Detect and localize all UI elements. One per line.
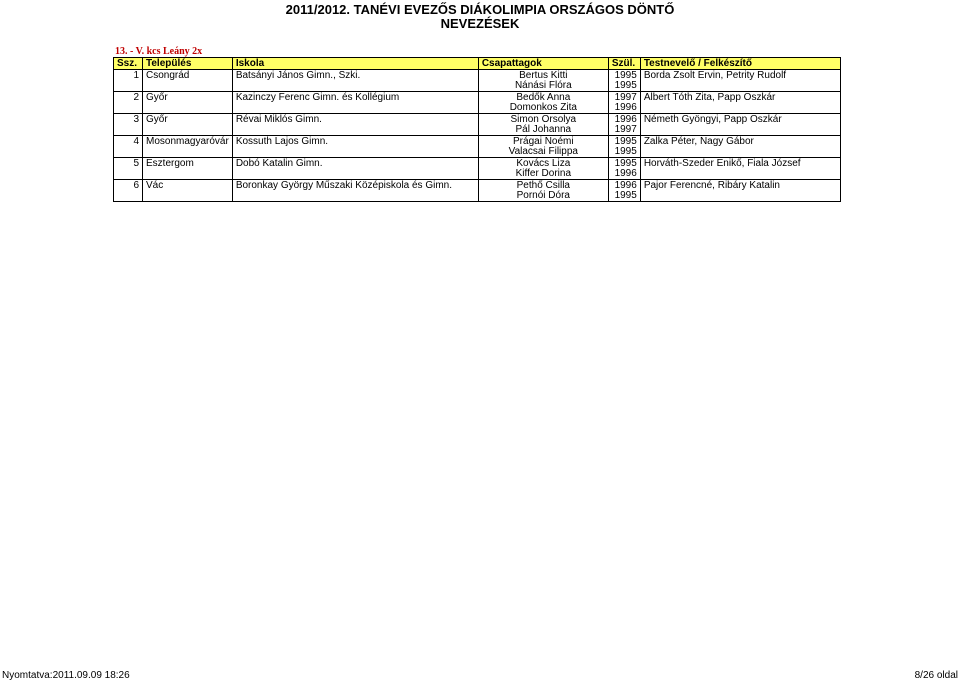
entry-school: Kossuth Lajos Gimn. xyxy=(232,136,478,148)
entry-member-birth-year: 1996 xyxy=(608,103,640,114)
table-header-row xyxy=(114,58,841,70)
entry-school: Révai Miklós Gimn. xyxy=(232,114,478,126)
entry-member-birth-year: 1995 xyxy=(608,158,640,170)
table-row xyxy=(114,180,841,192)
entry-city xyxy=(143,147,233,158)
entry-member-name: Domonkos Zita xyxy=(478,103,608,114)
entry-number: 1 xyxy=(114,70,143,82)
entry-city: Győr xyxy=(143,114,233,126)
entry-school: Dobó Katalin Gimn. xyxy=(232,158,478,170)
entry-coach: Zalka Péter, Nagy Gábor xyxy=(640,136,840,148)
entry-member-name: Kovács Liza xyxy=(478,158,608,170)
column-header-no: Ssz. xyxy=(114,58,143,70)
table-row xyxy=(114,114,841,126)
entries-table xyxy=(113,57,841,202)
table-row xyxy=(114,125,841,136)
entry-member-name: Nánási Flóra xyxy=(478,81,608,92)
entry-member-name: Kiffer Dorina xyxy=(478,169,608,180)
entry-coach xyxy=(640,191,840,202)
entry-member-name: Prágai Noémi xyxy=(478,136,608,148)
column-header-birth-year: Szül. xyxy=(608,58,640,70)
entry-member-birth-year: 1997 xyxy=(608,125,640,136)
entry-city: Csongrád xyxy=(143,70,233,82)
entry-member-birth-year: 1995 xyxy=(608,147,640,158)
race-label: 13. - V. kcs Leány 2x xyxy=(115,46,203,57)
entry-member-birth-year: 1996 xyxy=(608,180,640,192)
column-header-city: Település xyxy=(143,58,233,70)
entry-city: Mosonmagyaróvár xyxy=(143,136,233,148)
entry-number xyxy=(114,169,143,180)
table-row xyxy=(114,147,841,158)
entry-city xyxy=(143,103,233,114)
entry-member-name: Pornói Dóra xyxy=(478,191,608,202)
column-header-coach: Testnevelő / Felkészítő xyxy=(640,58,840,70)
entry-member-birth-year: 1995 xyxy=(608,81,640,92)
entry-member-name: Pál Johanna xyxy=(478,125,608,136)
column-header-school: Iskola xyxy=(232,58,478,70)
entry-member-name: Valacsai Filippa xyxy=(478,147,608,158)
entry-member-name: Simon Orsolya xyxy=(478,114,608,126)
entry-city: Győr xyxy=(143,92,233,104)
table-row xyxy=(114,136,841,148)
table-row xyxy=(114,191,841,202)
entry-member-birth-year: 1995 xyxy=(608,136,640,148)
entry-coach: Horváth-Szeder Enikő, Fiala József xyxy=(640,158,840,170)
entry-number: 5 xyxy=(114,158,143,170)
entry-member-birth-year: 1996 xyxy=(608,114,640,126)
entry-coach xyxy=(640,125,840,136)
page-number: 8/26 oldal xyxy=(914,670,958,681)
table-row xyxy=(114,158,841,170)
entry-member-birth-year: 1997 xyxy=(608,92,640,104)
entry-coach xyxy=(640,103,840,114)
entry-city xyxy=(143,81,233,92)
entry-school xyxy=(232,147,478,158)
entry-school: Boronkay György Műszaki Középiskola és Gimn. xyxy=(232,180,478,192)
entry-city xyxy=(143,191,233,202)
entry-number xyxy=(114,147,143,158)
entry-school xyxy=(232,125,478,136)
entry-school xyxy=(232,103,478,114)
entry-city xyxy=(143,125,233,136)
table-row xyxy=(114,81,841,92)
entry-school xyxy=(232,191,478,202)
entry-member-name: Bertus Kitti xyxy=(478,70,608,82)
table-row xyxy=(114,103,841,114)
entry-coach xyxy=(640,147,840,158)
entry-number: 2 xyxy=(114,92,143,104)
document-title: 2011/2012. TANÉVI EVEZŐS DIÁKOLIMPIA ORSZÁGOS DÖNTŐ xyxy=(285,2,675,17)
entry-member-name: Pethő Csilla xyxy=(478,180,608,192)
entry-coach: Albert Tóth Zita, Papp Oszkár xyxy=(640,92,840,104)
entry-number: 6 xyxy=(114,180,143,192)
entry-member-name: Bedők Anna xyxy=(478,92,608,104)
entry-school: Kazinczy Ferenc Gimn. és Kollégium xyxy=(232,92,478,104)
entry-coach: Pajor Ferencné, Ribáry Katalin xyxy=(640,180,840,192)
print-timestamp: Nyomtatva:2011.09.09 18:26 xyxy=(2,670,130,681)
entry-city: Vác xyxy=(143,180,233,192)
entry-city xyxy=(143,169,233,180)
entry-school xyxy=(232,169,478,180)
entry-member-birth-year: 1996 xyxy=(608,169,640,180)
entry-coach xyxy=(640,81,840,92)
entry-city: Esztergom xyxy=(143,158,233,170)
entry-school xyxy=(232,81,478,92)
table-row xyxy=(114,92,841,104)
entry-number xyxy=(114,81,143,92)
column-header-team: Csapattagok xyxy=(478,58,608,70)
entry-coach: Borda Zsolt Ervin, Petrity Rudolf xyxy=(640,70,840,82)
entry-coach: Németh Gyöngyi, Papp Oszkár xyxy=(640,114,840,126)
table-row xyxy=(114,70,841,82)
entry-number xyxy=(114,125,143,136)
entry-number xyxy=(114,103,143,114)
entry-member-birth-year: 1995 xyxy=(608,191,640,202)
entry-number: 3 xyxy=(114,114,143,126)
entry-school: Batsányi János Gimn., Szki. xyxy=(232,70,478,82)
table-row xyxy=(114,169,841,180)
entry-member-birth-year: 1995 xyxy=(608,70,640,82)
entry-number: 4 xyxy=(114,136,143,148)
entry-number xyxy=(114,191,143,202)
entry-coach xyxy=(640,169,840,180)
document-subtitle: NEVEZÉSEK xyxy=(440,16,520,31)
